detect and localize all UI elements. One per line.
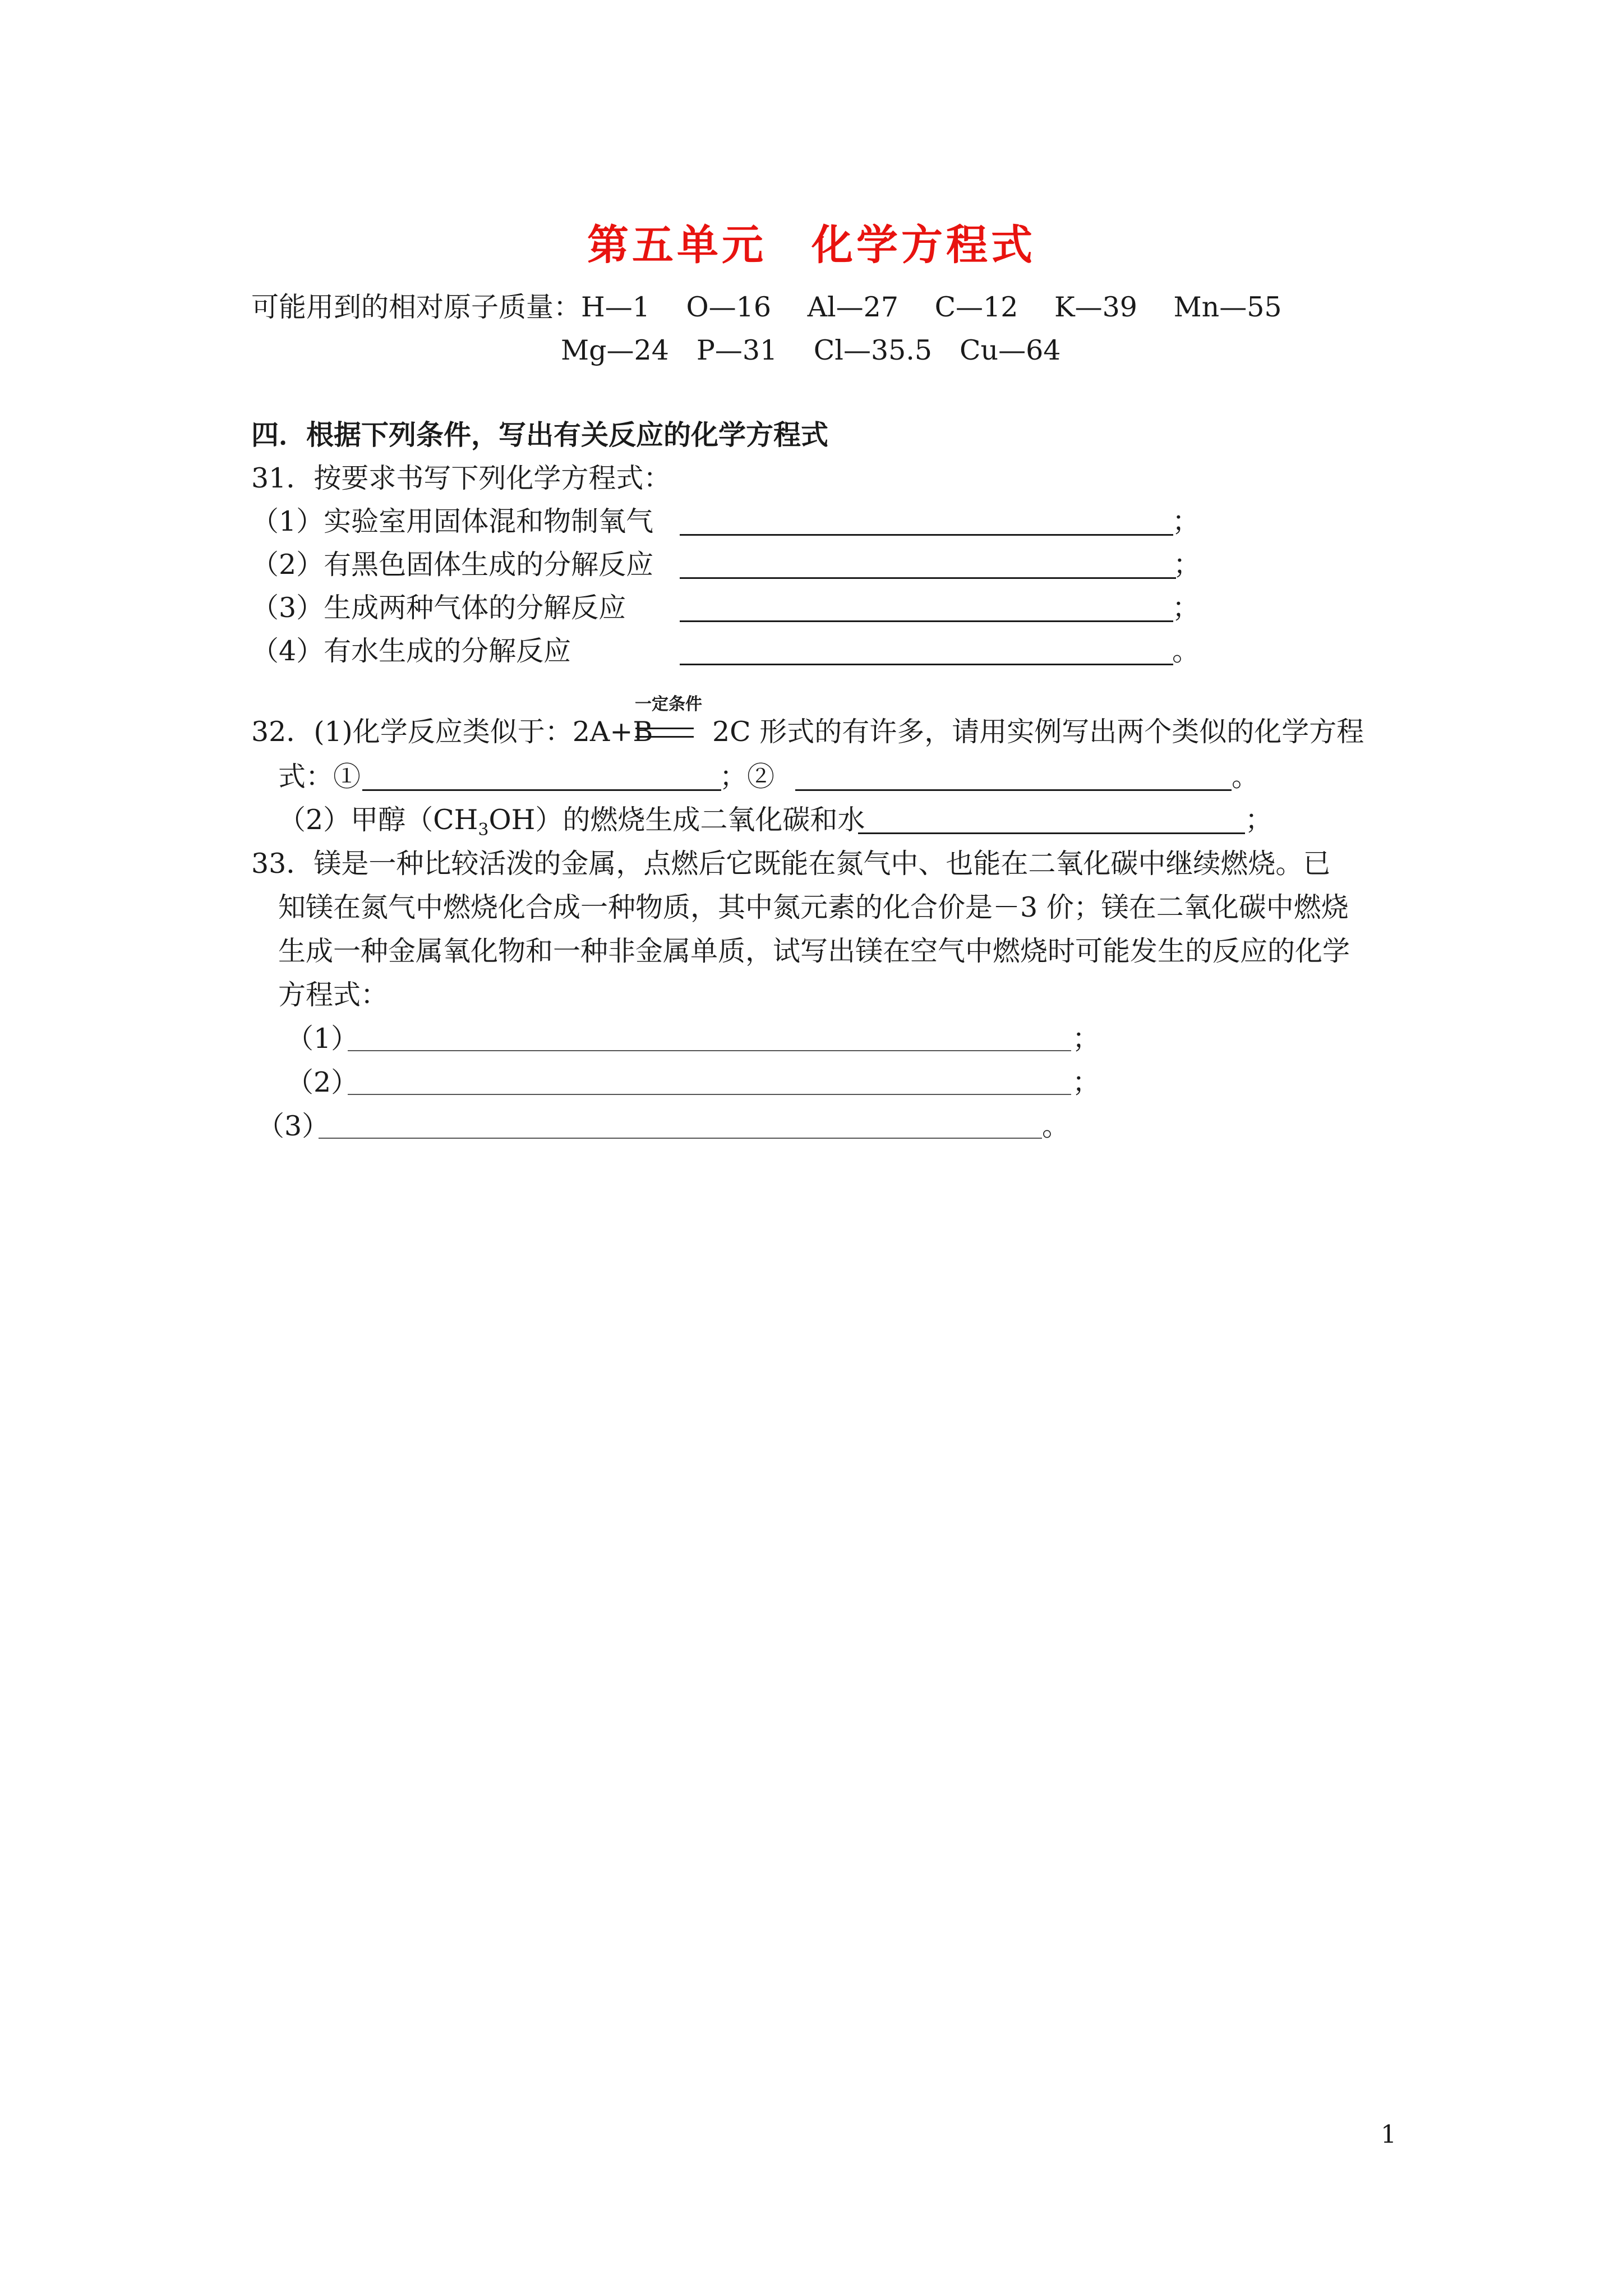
q32-line-2-mid: ；② <box>720 761 775 793</box>
q31-item-3-end: ； <box>1172 592 1200 624</box>
q32-line-1-prefix: 32．(1)化学反应类似于：2A+B <box>251 716 653 748</box>
q31-item-1-answer-line[interactable] <box>680 534 1173 536</box>
q31-item-2-label: （2）有黑色固体生成的分解反应 <box>251 549 654 581</box>
q31-item-1-end: ； <box>1172 505 1200 537</box>
q31-item-1-label: （1）实验室用固体混和物制氧气 <box>251 505 654 537</box>
q33-item-3-label: （3） <box>257 1110 330 1142</box>
q33-item-1-answer-line[interactable] <box>348 1050 1071 1051</box>
q31-item-4-end: 。 <box>1172 635 1200 667</box>
q32-answer-line-1[interactable] <box>362 789 721 791</box>
q33-line-3: 生成一种金属氧化物和一种非金属单质，试写出镁在空气中燃烧时可能发生的反应的化学 <box>278 935 1350 967</box>
q33-item-1-end: ； <box>1072 1023 1100 1055</box>
q32-part-2-prefix: （2）甲醇（CH <box>278 804 478 836</box>
q31-item-4-label: （4）有水生成的分解反应 <box>251 635 571 667</box>
q33-line-2: 知镁在氮气中燃烧化合成一种物质，其中氮元素的化合价是－3 价；镁在二氧化碳中燃烧 <box>278 891 1349 923</box>
atomic-mass-line-2: Mg—24 P—31 Cl—35.5 Cu—64 <box>561 334 1061 366</box>
page-title: 第五单元 化学方程式 <box>587 221 1036 269</box>
q33-line-1: 33．镁是一种比较活泼的金属，点燃后它既能在氮气中、也能在二氧化碳中继续燃烧。已 <box>251 848 1331 880</box>
q33-item-2-label: （2） <box>286 1066 359 1098</box>
subscript-3: 3 <box>478 820 489 840</box>
q32-part-2-text <box>278 803 865 847</box>
q33-item-1-label: （1） <box>286 1023 359 1055</box>
q31-item-2-end: ； <box>1173 549 1201 581</box>
q33-line-4: 方程式： <box>278 979 389 1011</box>
q33-item-2-end: ； <box>1072 1066 1100 1098</box>
q32-line-2-prefix: 式：① <box>278 761 361 793</box>
reaction-condition-label: 一定条件 <box>635 694 702 714</box>
q31-item-3-label: （3）生成两种气体的分解反应 <box>251 592 626 624</box>
q32-line-2-end: 。 <box>1232 761 1260 793</box>
q32-answer-line-2[interactable] <box>795 789 1232 791</box>
page-number: 1 <box>1381 2120 1396 2149</box>
q31-item-2-answer-line[interactable] <box>680 577 1176 579</box>
q32-part-2-end: ； <box>1245 804 1273 836</box>
atomic-mass-line-1: 可能用到的相对原子质量：H—1 O—16 Al—27 C—12 K—39 Mn—55 <box>251 291 1282 323</box>
q31-stem: 31．按要求书写下列化学方程式： <box>251 462 671 494</box>
section-heading: 四．根据下列条件，写出有关反应的化学方程式 <box>251 418 829 451</box>
q32-part-2-answer-line[interactable] <box>858 832 1245 834</box>
q32-line-1-suffix: 2C 形式的有许多，请用实例写出两个类似的化学方程 <box>712 716 1364 748</box>
q32-part-2-suffix: OH）的燃烧生成二氧化碳和水 <box>488 804 865 836</box>
q33-item-3-answer-line[interactable] <box>319 1138 1042 1139</box>
q33-item-2-answer-line[interactable] <box>348 1094 1071 1095</box>
q31-item-3-answer-line[interactable] <box>680 620 1173 622</box>
q33-item-3-end: 。 <box>1042 1110 1070 1142</box>
reaction-equals-sign <box>635 728 694 738</box>
q31-item-4-answer-line[interactable] <box>680 664 1173 665</box>
